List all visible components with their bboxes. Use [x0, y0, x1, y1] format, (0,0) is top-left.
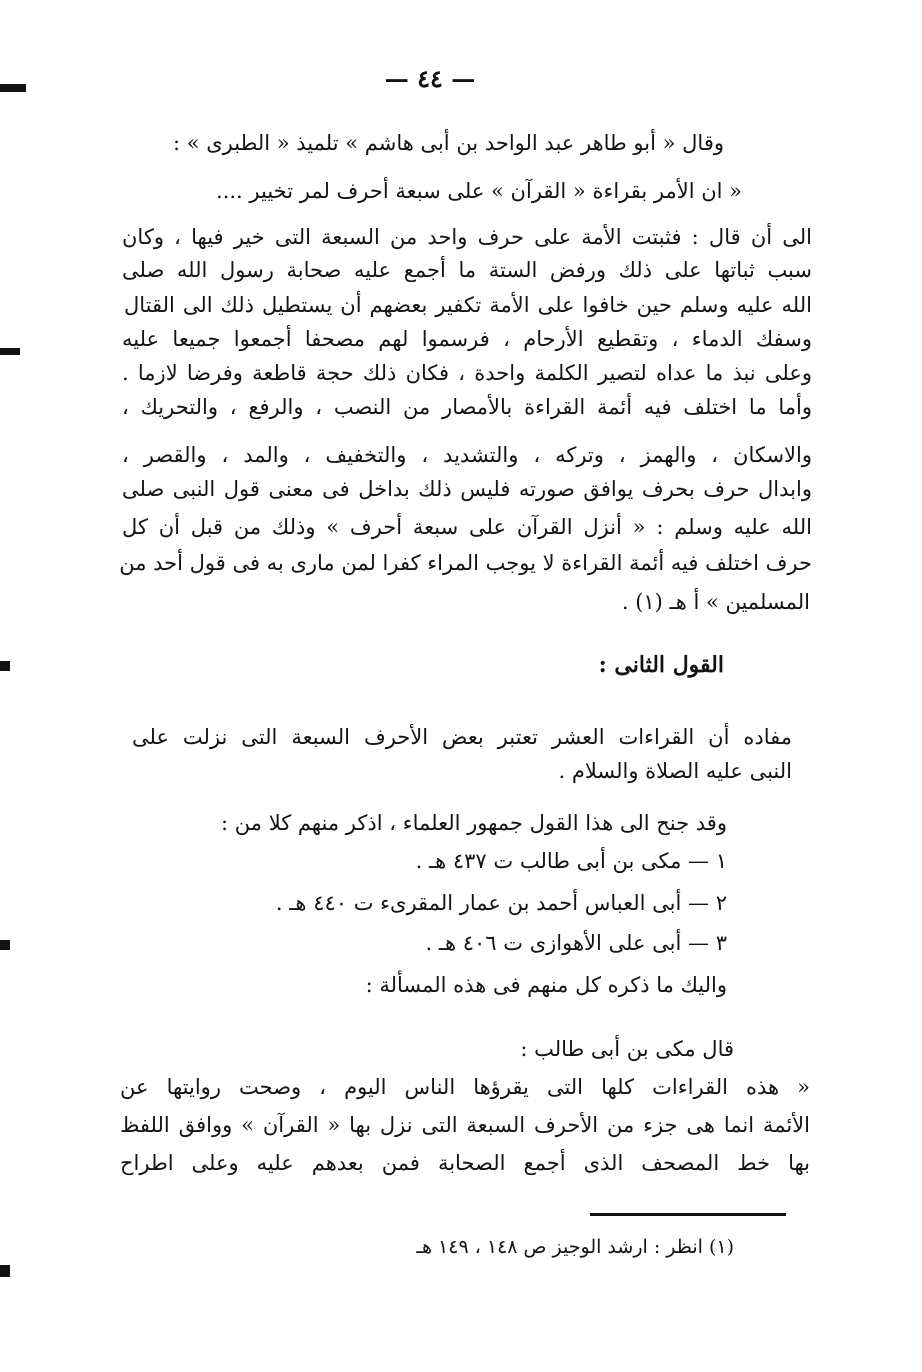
paragraph-line: وسفك الدماء ، وتقطيع الأرحام ، فرسموا لهم مصحفا أجمعوا جميعا عليه — [122, 327, 812, 351]
paragraph-line: مفاده أن القراءات العشر تعتبر بعض الأحرف السبعة التى نزلت على — [132, 725, 792, 749]
footnote-separator — [590, 1213, 786, 1216]
paragraph-line: الأئمة انما هى جزء من الأحرف السبعة التى نزل بها « القرآن » ووافق اللفظ — [120, 1113, 810, 1137]
list-item: ٣ — أبى على الأهوازى ت ٤٠٦ هـ . — [425, 931, 727, 955]
paragraph-line: النبى عليه الصلاة والسلام . — [558, 759, 792, 783]
paragraph-line: حرف اختلف فيه أئمة القراءة لا يوجب المراء كفرا لمن مارى به فى قول أحد من — [119, 551, 812, 575]
paragraph-line: الله عليه وسلم : « أنزل القرآن على سبعة أحرف » وذلك من قبل أن كل — [122, 515, 812, 539]
paragraph-line: الى أن قال : فثبتت الأمة على حرف واحد من السبعة التى خير فيها ، وكان — [122, 225, 812, 249]
list-item: ٢ — أبى العباس أحمد بن عمار المقرىء ت ٤٤٠ هـ . — [275, 891, 727, 915]
paragraph-line: « ان الأمر بقراءة « القرآن » على سبعة أحرف لمر تخيير .... — [216, 179, 742, 203]
paragraph-line: « هذه القراءات كلها التى يقرؤها الناس اليوم ، وصحت روايتها عن — [120, 1075, 810, 1099]
scan-edge-mark — [0, 348, 20, 355]
paragraph-line: بها خط المصحف الذى أجمع الصحابة فمن بعدهم عليه وعلى اطراح — [120, 1151, 810, 1175]
footnote: (١) انظر : ارشد الوجيز ص ١٤٨ ، ١٤٩ هـ — [416, 1236, 734, 1258]
paragraph-line: قال مكى بن أبى طالب : — [520, 1037, 734, 1061]
scan-edge-mark — [0, 940, 10, 950]
paragraph-line: الله عليه وسلم حين خافوا على الأمة تكفير بعضهم أن يستطيل ذلك الى القتال — [124, 293, 812, 317]
paragraph-line: وقد جنح الى هذا القول جمهور العلماء ، اذكر منهم كلا من : — [221, 811, 727, 835]
list-item: ١ — مكى بن أبى طالب ت ٤٣٧ هـ . — [415, 849, 727, 873]
paragraph-line: وأما ما اختلف فيه أئمة القراءة بالأمصار من النصب ، والرفع ، والتحريك ، — [122, 395, 812, 419]
paragraph-line: سبب ثباتها على ذلك ورفض الستة ما أجمع عليه صحابة رسول الله صلى — [122, 258, 812, 282]
paragraph-line: وابدال حرف بحرف يوافق صورته فليس ذلك بداخل فى معنى قول النبى صلى — [122, 477, 812, 501]
scan-edge-mark — [0, 1265, 10, 1277]
section-heading: القول الثانى : — [598, 652, 724, 678]
scan-edge-mark — [0, 84, 26, 92]
paragraph-line: وعلى نبذ ما عداه لتصير الكلمة واحدة ، فكان ذلك حجة قاطعة وفرضا لازما . — [122, 361, 812, 385]
scan-edge-mark — [0, 661, 10, 671]
paragraph-line: المسلمين » أ هـ (١) . — [621, 590, 810, 614]
paragraph-line: وقال « أبو طاهر عبد الواحد بن أبى هاشم » تلميذ « الطبرى » : — [172, 131, 724, 155]
page-number: — ٤٤ — — [384, 64, 476, 93]
paragraph-line: واليك ما ذكره كل منهم فى هذه المسألة : — [365, 973, 727, 997]
paragraph-line: والاسكان ، والهمز ، وتركه ، والتشديد ، والتخفيف ، والمد ، والقصر ، — [122, 443, 812, 467]
